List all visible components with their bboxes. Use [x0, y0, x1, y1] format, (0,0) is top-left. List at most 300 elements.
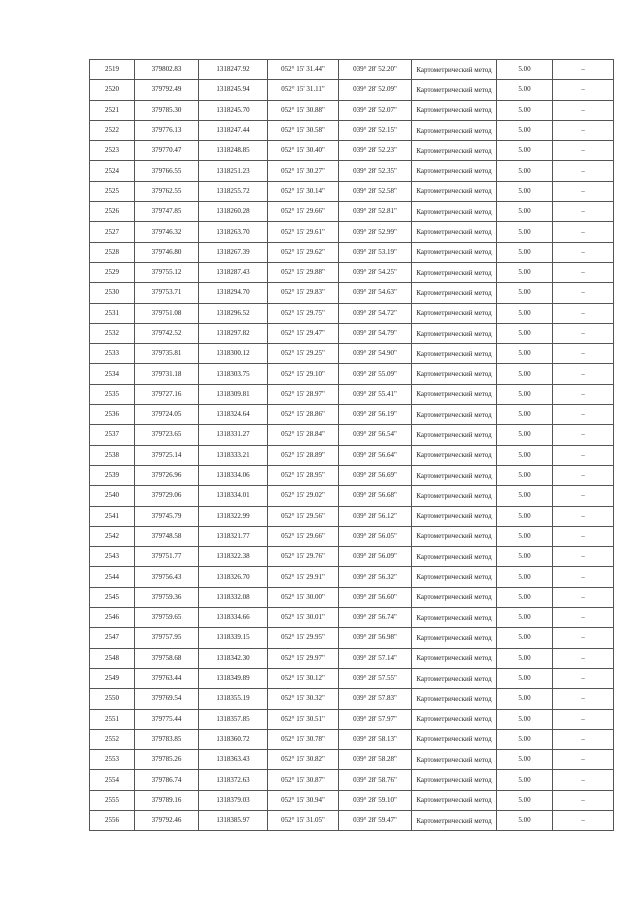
latitude-cell: 052° 15' 29.76": [268, 547, 339, 567]
longitude-cell: 039° 28' 55.41": [339, 384, 412, 404]
y-coordinate-cell: 1318245.94: [199, 80, 268, 100]
note-cell: –: [553, 100, 614, 120]
accuracy-cell: 5.00: [497, 526, 553, 546]
accuracy-cell: 5.00: [497, 161, 553, 181]
table-row: [90, 120, 614, 140]
note-cell: –: [553, 242, 614, 262]
note-cell: –: [553, 364, 614, 384]
longitude-cell: 039° 28' 52.35": [339, 161, 412, 181]
point-number-cell: 2523: [90, 141, 135, 161]
accuracy-cell: 5.00: [497, 628, 553, 648]
table-row: [90, 60, 614, 80]
method-cell: Картометрический метод: [412, 283, 497, 303]
accuracy-cell: 5.00: [497, 405, 553, 425]
y-coordinate-cell: 1318251.23: [199, 161, 268, 181]
longitude-cell: 039° 28' 57.55": [339, 668, 412, 688]
point-number-cell: 2537: [90, 425, 135, 445]
method-cell: Картометрический метод: [412, 181, 497, 201]
latitude-cell: 052° 15' 30.51": [268, 709, 339, 729]
longitude-cell: 039° 28' 53.19": [339, 242, 412, 262]
latitude-cell: 052° 15' 28.84": [268, 425, 339, 445]
y-coordinate-cell: 1318342.30: [199, 648, 268, 668]
latitude-cell: 052° 15' 29.88": [268, 262, 339, 282]
accuracy-cell: 5.00: [497, 202, 553, 222]
table-row: [90, 100, 614, 120]
latitude-cell: 052° 15' 30.87": [268, 770, 339, 790]
point-number-cell: 2547: [90, 628, 135, 648]
point-number-cell: 2544: [90, 567, 135, 587]
method-cell: Картометрический метод: [412, 486, 497, 506]
table-row: [90, 770, 614, 790]
latitude-cell: 052° 15' 28.89": [268, 445, 339, 465]
point-number-cell: 2521: [90, 100, 135, 120]
table-row: [90, 810, 614, 830]
method-cell: Картометрический метод: [412, 425, 497, 445]
x-coordinate-cell: 379725.14: [135, 445, 199, 465]
table-row: [90, 161, 614, 181]
longitude-cell: 039° 28' 56.09": [339, 547, 412, 567]
note-cell: –: [553, 810, 614, 830]
point-number-cell: 2520: [90, 80, 135, 100]
x-coordinate-cell: 379755.12: [135, 262, 199, 282]
latitude-cell: 052° 15' 30.27": [268, 161, 339, 181]
accuracy-cell: 5.00: [497, 364, 553, 384]
accuracy-cell: 5.00: [497, 750, 553, 770]
x-coordinate-cell: 379753.71: [135, 283, 199, 303]
note-cell: –: [553, 750, 614, 770]
accuracy-cell: 5.00: [497, 770, 553, 790]
method-cell: Картометрический метод: [412, 608, 497, 628]
accuracy-cell: 5.00: [497, 303, 553, 323]
accuracy-cell: 5.00: [497, 567, 553, 587]
latitude-cell: 052° 15' 31.05": [268, 810, 339, 830]
table-row: [90, 628, 614, 648]
note-cell: –: [553, 729, 614, 749]
accuracy-cell: 5.00: [497, 587, 553, 607]
point-number-cell: 2522: [90, 120, 135, 140]
longitude-cell: 039° 28' 54.79": [339, 323, 412, 343]
accuracy-cell: 5.00: [497, 141, 553, 161]
table-row: [90, 262, 614, 282]
note-cell: –: [553, 425, 614, 445]
table-row: [90, 465, 614, 485]
method-cell: Картометрический метод: [412, 262, 497, 282]
accuracy-cell: 5.00: [497, 344, 553, 364]
point-number-cell: 2538: [90, 445, 135, 465]
x-coordinate-cell: 379770.47: [135, 141, 199, 161]
y-coordinate-cell: 1318322.99: [199, 506, 268, 526]
table-row: [90, 790, 614, 810]
x-coordinate-cell: 379763.44: [135, 668, 199, 688]
method-cell: Картометрический метод: [412, 547, 497, 567]
note-cell: –: [553, 80, 614, 100]
y-coordinate-cell: 1318287.43: [199, 262, 268, 282]
x-coordinate-cell: 379751.08: [135, 303, 199, 323]
table-row: [90, 506, 614, 526]
y-coordinate-cell: 1318247.44: [199, 120, 268, 140]
method-cell: Картометрический метод: [412, 445, 497, 465]
point-number-cell: 2526: [90, 202, 135, 222]
table-row: [90, 141, 614, 161]
point-number-cell: 2556: [90, 810, 135, 830]
table-row: [90, 709, 614, 729]
table-row: [90, 222, 614, 242]
longitude-cell: 039° 28' 54.72": [339, 303, 412, 323]
table-row: [90, 344, 614, 364]
accuracy-cell: 5.00: [497, 323, 553, 343]
table-row: [90, 202, 614, 222]
latitude-cell: 052° 15' 30.58": [268, 120, 339, 140]
accuracy-cell: 5.00: [497, 445, 553, 465]
table-row: [90, 587, 614, 607]
latitude-cell: 052° 15' 28.86": [268, 405, 339, 425]
note-cell: –: [553, 120, 614, 140]
y-coordinate-cell: 1318357.85: [199, 709, 268, 729]
point-number-cell: 2532: [90, 323, 135, 343]
latitude-cell: 052° 15' 30.88": [268, 100, 339, 120]
point-number-cell: 2524: [90, 161, 135, 181]
longitude-cell: 039° 28' 56.98": [339, 628, 412, 648]
point-number-cell: 2555: [90, 790, 135, 810]
x-coordinate-cell: 379724.05: [135, 405, 199, 425]
longitude-cell: 039° 28' 52.07": [339, 100, 412, 120]
x-coordinate-cell: 379758.68: [135, 648, 199, 668]
y-coordinate-cell: 1318247.92: [199, 60, 268, 80]
x-coordinate-cell: 379789.16: [135, 790, 199, 810]
y-coordinate-cell: 1318303.75: [199, 364, 268, 384]
latitude-cell: 052° 15' 29.83": [268, 283, 339, 303]
point-number-cell: 2546: [90, 608, 135, 628]
note-cell: –: [553, 547, 614, 567]
method-cell: Картометрический метод: [412, 323, 497, 343]
y-coordinate-cell: 1318349.89: [199, 668, 268, 688]
longitude-cell: 039° 28' 52.23": [339, 141, 412, 161]
latitude-cell: 052° 15' 30.12": [268, 668, 339, 688]
x-coordinate-cell: 379746.32: [135, 222, 199, 242]
longitude-cell: 039° 28' 57.14": [339, 648, 412, 668]
accuracy-cell: 5.00: [497, 100, 553, 120]
latitude-cell: 052° 15' 29.47": [268, 323, 339, 343]
point-number-cell: 2534: [90, 364, 135, 384]
table-row: [90, 445, 614, 465]
method-cell: Картометрический метод: [412, 790, 497, 810]
table-row: [90, 526, 614, 546]
y-coordinate-cell: 1318334.06: [199, 465, 268, 485]
table-row: [90, 668, 614, 688]
accuracy-cell: 5.00: [497, 60, 553, 80]
latitude-cell: 052° 15' 29.75": [268, 303, 339, 323]
latitude-cell: 052° 15' 29.95": [268, 628, 339, 648]
longitude-cell: 039° 28' 58.13": [339, 729, 412, 749]
x-coordinate-cell: 379731.18: [135, 364, 199, 384]
note-cell: –: [553, 283, 614, 303]
longitude-cell: 039° 28' 56.74": [339, 608, 412, 628]
x-coordinate-cell: 379723.65: [135, 425, 199, 445]
table-row: [90, 486, 614, 506]
point-number-cell: 2545: [90, 587, 135, 607]
point-number-cell: 2540: [90, 486, 135, 506]
y-coordinate-cell: 1318333.21: [199, 445, 268, 465]
table-row: [90, 384, 614, 404]
longitude-cell: 039° 28' 56.60": [339, 587, 412, 607]
y-coordinate-cell: 1318300.12: [199, 344, 268, 364]
y-coordinate-cell: 1318355.19: [199, 689, 268, 709]
x-coordinate-cell: 379802.83: [135, 60, 199, 80]
y-coordinate-cell: 1318248.85: [199, 141, 268, 161]
accuracy-cell: 5.00: [497, 790, 553, 810]
point-number-cell: 2549: [90, 668, 135, 688]
accuracy-cell: 5.00: [497, 425, 553, 445]
latitude-cell: 052° 15' 29.02": [268, 486, 339, 506]
method-cell: Картометрический метод: [412, 506, 497, 526]
accuracy-cell: 5.00: [497, 222, 553, 242]
longitude-cell: 039° 28' 54.63": [339, 283, 412, 303]
y-coordinate-cell: 1318309.81: [199, 384, 268, 404]
accuracy-cell: 5.00: [497, 608, 553, 628]
y-coordinate-cell: 1318326.70: [199, 567, 268, 587]
method-cell: Картометрический метод: [412, 344, 497, 364]
y-coordinate-cell: 1318322.38: [199, 547, 268, 567]
longitude-cell: 039° 28' 56.05": [339, 526, 412, 546]
table-row: [90, 80, 614, 100]
note-cell: –: [553, 526, 614, 546]
method-cell: Картометрический метод: [412, 689, 497, 709]
y-coordinate-cell: 1318379.03: [199, 790, 268, 810]
latitude-cell: 052° 15' 30.14": [268, 181, 339, 201]
method-cell: Картометрический метод: [412, 364, 497, 384]
note-cell: –: [553, 587, 614, 607]
note-cell: –: [553, 668, 614, 688]
note-cell: –: [553, 465, 614, 485]
table-row: [90, 364, 614, 384]
point-number-cell: 2525: [90, 181, 135, 201]
note-cell: –: [553, 262, 614, 282]
latitude-cell: 052° 15' 30.01": [268, 608, 339, 628]
x-coordinate-cell: 379757.95: [135, 628, 199, 648]
y-coordinate-cell: 1318372.63: [199, 770, 268, 790]
longitude-cell: 039° 28' 56.19": [339, 405, 412, 425]
y-coordinate-cell: 1318296.52: [199, 303, 268, 323]
longitude-cell: 039° 28' 52.09": [339, 80, 412, 100]
point-number-cell: 2528: [90, 242, 135, 262]
note-cell: –: [553, 445, 614, 465]
x-coordinate-cell: 379783.85: [135, 729, 199, 749]
accuracy-cell: 5.00: [497, 242, 553, 262]
note-cell: –: [553, 608, 614, 628]
method-cell: Картометрический метод: [412, 60, 497, 80]
latitude-cell: 052° 15' 30.32": [268, 689, 339, 709]
note-cell: –: [553, 790, 614, 810]
longitude-cell: 039° 28' 57.97": [339, 709, 412, 729]
point-number-cell: 2554: [90, 770, 135, 790]
note-cell: –: [553, 628, 614, 648]
x-coordinate-cell: 379727.16: [135, 384, 199, 404]
method-cell: Картометрический метод: [412, 384, 497, 404]
point-number-cell: 2550: [90, 689, 135, 709]
y-coordinate-cell: 1318360.72: [199, 729, 268, 749]
longitude-cell: 039° 28' 58.28": [339, 750, 412, 770]
x-coordinate-cell: 379786.74: [135, 770, 199, 790]
table-row: [90, 242, 614, 262]
accuracy-cell: 5.00: [497, 668, 553, 688]
accuracy-cell: 5.00: [497, 810, 553, 830]
latitude-cell: 052° 15' 31.11": [268, 80, 339, 100]
point-number-cell: 2553: [90, 750, 135, 770]
method-cell: Картометрический метод: [412, 80, 497, 100]
x-coordinate-cell: 379762.55: [135, 181, 199, 201]
latitude-cell: 052° 15' 29.66": [268, 526, 339, 546]
accuracy-cell: 5.00: [497, 262, 553, 282]
longitude-cell: 039° 28' 56.64": [339, 445, 412, 465]
note-cell: –: [553, 506, 614, 526]
method-cell: Картометрический метод: [412, 242, 497, 262]
x-coordinate-cell: 379747.85: [135, 202, 199, 222]
point-number-cell: 2543: [90, 547, 135, 567]
longitude-cell: 039° 28' 56.32": [339, 567, 412, 587]
latitude-cell: 052° 15' 31.44": [268, 60, 339, 80]
note-cell: –: [553, 567, 614, 587]
note-cell: –: [553, 709, 614, 729]
accuracy-cell: 5.00: [497, 648, 553, 668]
note-cell: –: [553, 161, 614, 181]
x-coordinate-cell: 379745.79: [135, 506, 199, 526]
table-row: [90, 547, 614, 567]
longitude-cell: 039° 28' 56.68": [339, 486, 412, 506]
latitude-cell: 052° 15' 29.56": [268, 506, 339, 526]
method-cell: Картометрический метод: [412, 750, 497, 770]
y-coordinate-cell: 1318363.43: [199, 750, 268, 770]
accuracy-cell: 5.00: [497, 80, 553, 100]
point-number-cell: 2530: [90, 283, 135, 303]
longitude-cell: 039° 28' 59.47": [339, 810, 412, 830]
accuracy-cell: 5.00: [497, 729, 553, 749]
y-coordinate-cell: 1318332.08: [199, 587, 268, 607]
note-cell: –: [553, 648, 614, 668]
y-coordinate-cell: 1318334.66: [199, 608, 268, 628]
point-number-cell: 2519: [90, 60, 135, 80]
x-coordinate-cell: 379729.06: [135, 486, 199, 506]
point-number-cell: 2541: [90, 506, 135, 526]
method-cell: Картометрический метод: [412, 120, 497, 140]
accuracy-cell: 5.00: [497, 486, 553, 506]
accuracy-cell: 5.00: [497, 709, 553, 729]
method-cell: Картометрический метод: [412, 303, 497, 323]
x-coordinate-cell: 379785.26: [135, 750, 199, 770]
y-coordinate-cell: 1318263.70: [199, 222, 268, 242]
y-coordinate-cell: 1318339.15: [199, 628, 268, 648]
point-number-cell: 2539: [90, 465, 135, 485]
point-number-cell: 2531: [90, 303, 135, 323]
latitude-cell: 052° 15' 29.97": [268, 648, 339, 668]
latitude-cell: 052° 15' 29.66": [268, 202, 339, 222]
x-coordinate-cell: 379766.55: [135, 161, 199, 181]
x-coordinate-cell: 379735.81: [135, 344, 199, 364]
table-row: [90, 181, 614, 201]
table-row: [90, 283, 614, 303]
accuracy-cell: 5.00: [497, 384, 553, 404]
table-row: [90, 689, 614, 709]
x-coordinate-cell: 379759.65: [135, 608, 199, 628]
point-number-cell: 2536: [90, 405, 135, 425]
longitude-cell: 039° 28' 52.20": [339, 60, 412, 80]
x-coordinate-cell: 379785.30: [135, 100, 199, 120]
method-cell: Картометрический метод: [412, 526, 497, 546]
x-coordinate-cell: 379726.96: [135, 465, 199, 485]
longitude-cell: 039° 28' 56.69": [339, 465, 412, 485]
y-coordinate-cell: 1318245.70: [199, 100, 268, 120]
latitude-cell: 052° 15' 29.62": [268, 242, 339, 262]
method-cell: Картометрический метод: [412, 709, 497, 729]
method-cell: Картометрический метод: [412, 729, 497, 749]
point-number-cell: 2542: [90, 526, 135, 546]
latitude-cell: 052° 15' 30.82": [268, 750, 339, 770]
note-cell: –: [553, 141, 614, 161]
y-coordinate-cell: 1318331.27: [199, 425, 268, 445]
method-cell: Картометрический метод: [412, 141, 497, 161]
latitude-cell: 052° 15' 29.91": [268, 567, 339, 587]
table-row: [90, 405, 614, 425]
note-cell: –: [553, 486, 614, 506]
note-cell: –: [553, 222, 614, 242]
x-coordinate-cell: 379748.58: [135, 526, 199, 546]
x-coordinate-cell: 379775.44: [135, 709, 199, 729]
latitude-cell: 052° 15' 30.40": [268, 141, 339, 161]
note-cell: –: [553, 344, 614, 364]
method-cell: Картометрический метод: [412, 405, 497, 425]
longitude-cell: 039° 28' 56.54": [339, 425, 412, 445]
point-number-cell: 2551: [90, 709, 135, 729]
method-cell: Картометрический метод: [412, 567, 497, 587]
latitude-cell: 052° 15' 29.61": [268, 222, 339, 242]
longitude-cell: 039° 28' 52.81": [339, 202, 412, 222]
latitude-cell: 052° 15' 28.95": [268, 465, 339, 485]
method-cell: Картометрический метод: [412, 770, 497, 790]
latitude-cell: 052° 15' 28.97": [268, 384, 339, 404]
note-cell: –: [553, 202, 614, 222]
y-coordinate-cell: 1318267.39: [199, 242, 268, 262]
note-cell: –: [553, 689, 614, 709]
y-coordinate-cell: 1318297.82: [199, 323, 268, 343]
point-number-cell: 2552: [90, 729, 135, 749]
accuracy-cell: 5.00: [497, 181, 553, 201]
table-row: [90, 567, 614, 587]
note-cell: –: [553, 405, 614, 425]
method-cell: Картометрический метод: [412, 628, 497, 648]
accuracy-cell: 5.00: [497, 120, 553, 140]
coordinates-table: [89, 59, 614, 831]
note-cell: –: [553, 384, 614, 404]
note-cell: –: [553, 770, 614, 790]
longitude-cell: 039° 28' 52.58": [339, 181, 412, 201]
table-row: [90, 750, 614, 770]
latitude-cell: 052° 15' 29.10": [268, 364, 339, 384]
method-cell: Картометрический метод: [412, 161, 497, 181]
longitude-cell: 039° 28' 54.90": [339, 344, 412, 364]
accuracy-cell: 5.00: [497, 283, 553, 303]
note-cell: –: [553, 323, 614, 343]
accuracy-cell: 5.00: [497, 547, 553, 567]
method-cell: Картометрический метод: [412, 465, 497, 485]
x-coordinate-cell: 379759.36: [135, 587, 199, 607]
table-row: [90, 729, 614, 749]
x-coordinate-cell: 379776.13: [135, 120, 199, 140]
point-number-cell: 2533: [90, 344, 135, 364]
longitude-cell: 039° 28' 59.10": [339, 790, 412, 810]
longitude-cell: 039° 28' 52.15": [339, 120, 412, 140]
y-coordinate-cell: 1318324.64: [199, 405, 268, 425]
method-cell: Картометрический метод: [412, 100, 497, 120]
x-coordinate-cell: 379792.46: [135, 810, 199, 830]
